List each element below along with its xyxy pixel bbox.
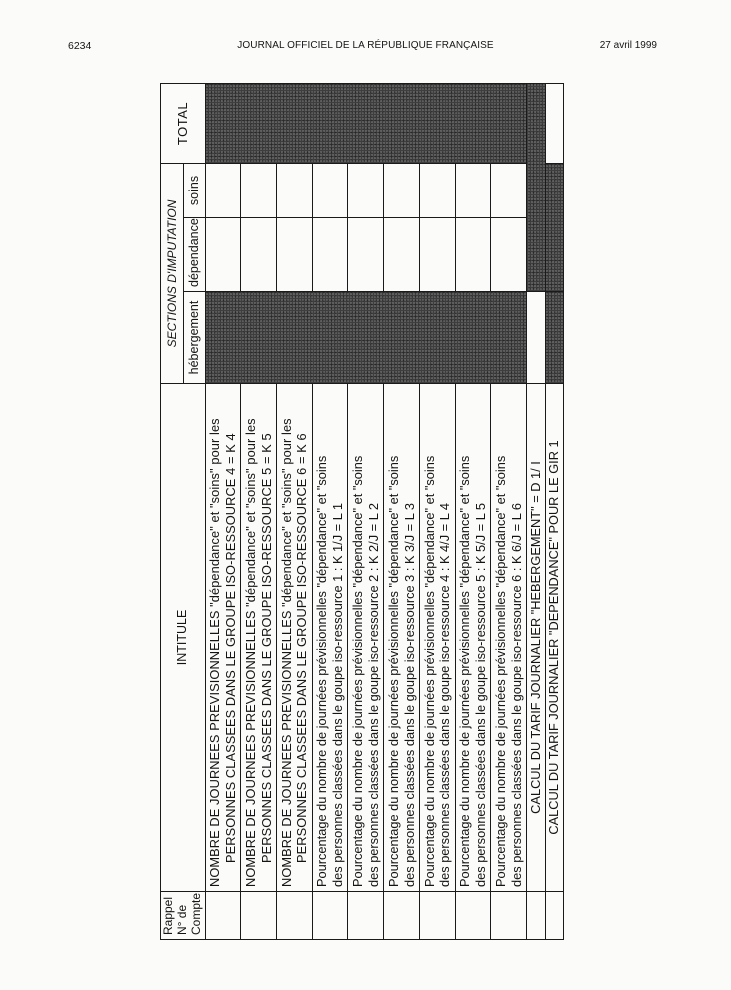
intitule-line-2: des personnes classées dans le goupe iso-ressource 1 : K 1/J = L 1 [330,502,346,887]
account-cell [419,892,455,940]
intitule-line-1: Pourcentage du nombre de journées prévisionnelles "dépendance" et "soins [385,455,401,887]
table-row [455,83,491,939]
intitule-line-1: Pourcentage du nombre de journées prévisionnelles "dépendance" et "soins [314,455,330,887]
soins-header: soins [184,163,206,217]
hebergement-header: hébergement [184,292,206,384]
account-cell [545,892,563,940]
intitule-line-2: des personnes classées dans le goupe iso-ressource 4 : K 4/J = L 4 [437,502,453,887]
intitule-line-2: PERSONNES CLASSEES DANS LE GROUPE ISO-RESSOURCE 5 = K 5 [258,433,274,863]
dependance-cell [205,218,241,292]
soins-cell [241,163,277,217]
account-number-header [161,892,206,940]
table-row [241,83,277,939]
calc-hebergement-label: CALCUL DU TARIF JOURNALIER "HEBERGEMENT" = D 1/ I [527,384,545,892]
table-row [384,83,420,939]
intitule-line-1: Pourcentage du nombre de journées prévisionnelles "dépendance" et "soins [493,455,509,887]
soins-cell [312,163,348,217]
account-cell [348,892,384,940]
intitule-line-1: NOMBRE DE JOURNEES PREVISIONNELLES "dépendance" et "soins" pour les [242,418,258,887]
account-number-line-3: Compte [188,892,203,935]
calc-hebergement-shaded-cell [527,83,545,291]
soins-cell [348,163,384,217]
dependance-cell [312,218,348,292]
hebergement-shaded-cell [205,292,527,384]
page-number: 6234 [68,40,92,52]
intitule-cell [384,384,420,892]
account-cell [241,892,277,940]
dependance-cell [419,218,455,292]
table-row [205,83,241,939]
calc-dependance-shaded-sections [545,163,563,291]
dependance-cell [241,218,277,292]
dependance-cell [276,218,312,292]
account-number-line-2: N° de [174,904,189,935]
table-row [491,83,527,939]
intitule-cell [241,384,277,892]
soins-cell [276,163,312,217]
dependance-cell [384,218,420,292]
soins-cell [491,163,527,217]
soins-cell [419,163,455,217]
calc-dependance-row [545,83,563,939]
account-cell [312,892,348,940]
calc-dependance-total-cell [545,83,563,163]
total-header: TOTAL [161,83,206,163]
soins-cell [455,163,491,217]
imputation-table [160,83,564,940]
account-cell [276,892,312,940]
intitule-line-1: Pourcentage du nombre de journées prévisionnelles "dépendance" et "soins [457,455,473,887]
intitule-line-2: des personnes classées dans le goupe iso-ressource 6 : K 6/J = L 6 [508,502,524,887]
dependance-header: dépendance [184,218,206,292]
intitule-line-2: des personnes classées dans le goupe iso-ressource 2 : K 2/J = L 2 [365,502,381,887]
table-row [276,83,312,939]
intitule-cell [455,384,491,892]
total-shaded-cell [205,83,527,163]
intitule-cell [276,384,312,892]
intitule-line-2: PERSONNES CLASSEES DANS LE GROUPE ISO-RESSOURCE 4 = K 4 [222,433,238,863]
calc-hebergement-row [527,83,545,939]
intitule-line-1: Pourcentage du nombre de journées prévisionnelles "dépendance" et "soins [350,455,366,887]
header-row-sections [161,83,184,939]
hebergement-result-cell [527,292,545,384]
table-row [348,83,384,939]
account-cell [527,892,545,940]
imputation-table-frame [160,84,564,940]
intitule-line-2: PERSONNES CLASSEES DANS LE GROUPE ISO-RESSOURCE 6 = K 6 [294,433,310,863]
soins-cell [205,163,241,217]
calc-dependance-shaded-heb [545,292,563,384]
account-number-line-1: Rappel [161,896,176,935]
intitule-cell [419,384,455,892]
intitule-cell [312,384,348,892]
dependance-cell [491,218,527,292]
table-row [419,83,455,939]
intitule-line-2: des personnes classées dans le goupe iso-ressource 3 : K 3/J = L 3 [401,502,417,887]
calc-dependance-label: CALCUL DU TARIF JOURNALIER "DEPENDANCE" POUR LE GIR 1 [545,384,563,892]
dependance-cell [348,218,384,292]
soins-cell [384,163,420,217]
sections-header: SECTIONS D'IMPUTATION [161,163,184,383]
account-cell [384,892,420,940]
table-row [312,83,348,939]
intitule-cell [348,384,384,892]
intitule-cell [205,384,241,892]
dependance-cell [455,218,491,292]
account-cell [455,892,491,940]
account-cell [491,892,527,940]
intitule-cell [491,384,527,892]
intitule-line-1: Pourcentage du nombre de journées prévisionnelles "dépendance" et "soins [421,455,437,887]
publication-date: 27 avril 1999 [599,40,657,51]
intitule-header: INTITULE [161,384,206,892]
intitule-line-2: des personnes classées dans le goupe iso-ressource 5 : K 5/J = L 5 [473,502,488,887]
account-cell [205,892,241,940]
intitule-line-1: NOMBRE DE JOURNEES PREVISIONNELLES "dépendance" et "soins" pour les [278,418,294,887]
intitule-line-1: NOMBRE DE JOURNEES PREVISIONNELLES "dépendance" et "soins" pour les [207,418,223,887]
journal-title: JOURNAL OFFICIEL DE LA RÉPUBLIQUE FRANÇAISE [237,40,494,51]
